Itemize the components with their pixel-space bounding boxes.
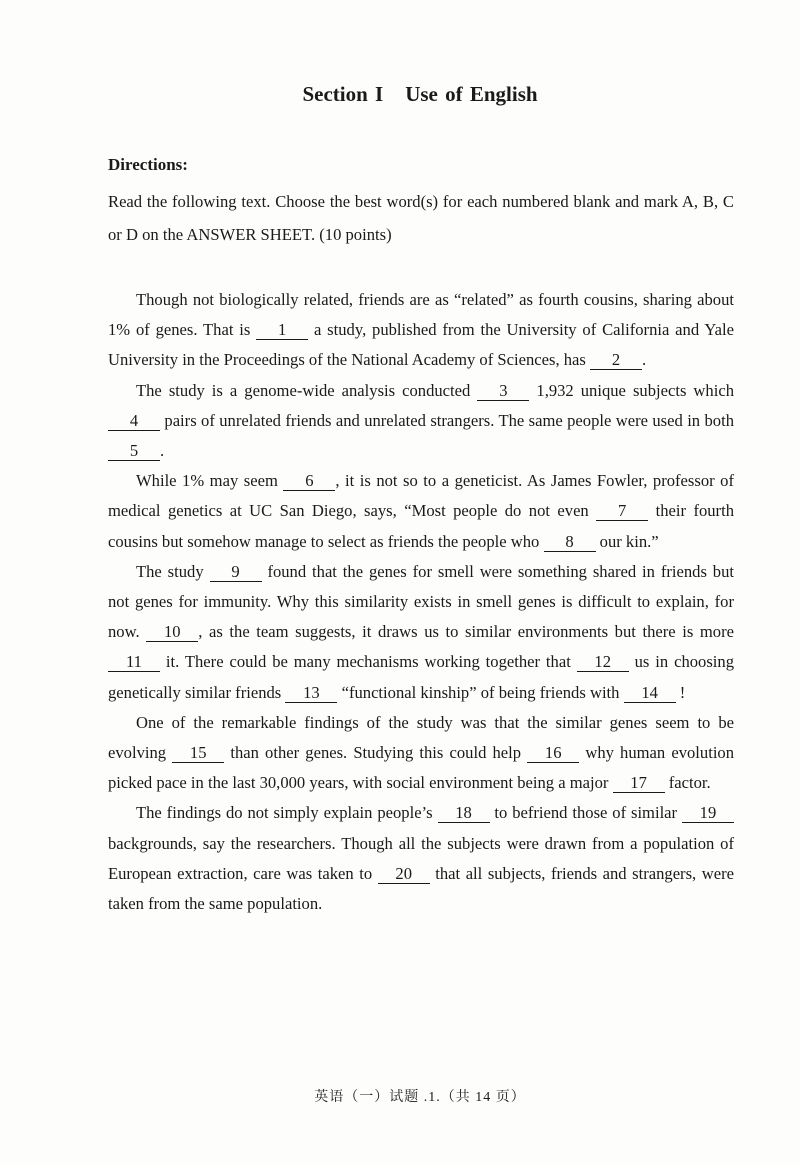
passage-text: ! xyxy=(679,682,686,702)
blank-12: 12 xyxy=(577,652,629,672)
passage xyxy=(108,285,734,919)
page-footer: 英语（一）试题 .1.（共 14 页） xyxy=(314,1090,526,1105)
passage-text: The study xyxy=(136,561,204,581)
blank-6: 6 xyxy=(283,471,335,491)
blank-11: 11 xyxy=(108,652,160,672)
passage-text: pairs of unrelated friends and unrelated strangers. The same people were used in both xyxy=(164,410,734,430)
blank-18: 18 xyxy=(438,803,490,823)
blank-8: 8 xyxy=(544,532,596,552)
passage-text: why human evolution picked pace in the last 30,000 years, with social environment being a major xyxy=(108,743,735,793)
section-title xyxy=(0,82,800,107)
paragraph-6 xyxy=(108,798,734,919)
blank-2: 2 xyxy=(590,350,642,370)
passage-text: it. There could be many mechanisms working together that xyxy=(165,652,571,672)
passage-text: While 1% may seem xyxy=(136,471,278,491)
passage-text: The findings do not simply explain people’s xyxy=(136,803,433,823)
blank-17: 17 xyxy=(613,773,665,793)
passage-text: backgrounds, say the researchers. Though all the subjects were drawn from a population of European extraction, care was taken to xyxy=(108,833,734,883)
passage-text: Though not biologically related, friends are as “related” as fourth cousins, sharing about 1% of genes. That is xyxy=(108,290,734,340)
passage-text: , as the team suggests, it draws us to similar environments but there is more xyxy=(198,622,734,642)
passage-text: “functional kinship” of being friends with xyxy=(341,682,620,702)
paragraph-1 xyxy=(108,285,734,376)
passage-text: to befriend those of similar xyxy=(494,803,678,823)
passage-text: a study, published from the University of California and Yale University in the Proceedings of the National Academy of Sciences, has xyxy=(108,320,734,370)
blank-15: 15 xyxy=(172,743,224,763)
section-name: Use of English xyxy=(405,82,538,106)
directions-heading: Directions: xyxy=(108,155,188,174)
section-label: Section xyxy=(302,82,368,106)
paragraph-4 xyxy=(108,557,734,708)
paragraph-3 xyxy=(108,466,734,557)
passage-text: . xyxy=(642,350,647,370)
blank-16: 16 xyxy=(527,743,579,763)
passage-text: us in choosing genetically similar friends xyxy=(108,652,734,702)
blank-3: 3 xyxy=(477,381,529,401)
blank-20: 20 xyxy=(378,864,430,884)
paragraph-2 xyxy=(108,376,734,467)
blank-9: 9 xyxy=(210,562,262,582)
passage-text: . xyxy=(160,441,165,461)
passage-text: that all subjects, friends and strangers, were taken from the same population. xyxy=(108,863,734,914)
passage-text: , it is not so to a geneticist. As James Fowler, professor of medical genetics at UC San Diego, says, “Most people do not even xyxy=(108,471,734,521)
passage-text: our kin.” xyxy=(599,531,659,551)
blank-5: 5 xyxy=(108,441,160,461)
blank-13: 13 xyxy=(285,683,337,703)
passage-text: One of the remarkable findings of the study was that the similar genes seem to be evolving xyxy=(108,712,734,763)
passage-text: their fourth cousins but somehow manage to select as friends the people who xyxy=(108,501,734,551)
blank-7: 7 xyxy=(596,501,648,521)
directions-text: Read the following text. Choose the best word(s) for each numbered blank and mark A, B, C or D on the ANSWER SHEET. (10 points) xyxy=(108,192,734,244)
section-numeral: I xyxy=(375,82,384,106)
paragraph-5 xyxy=(108,708,734,799)
passage-text: found that the genes for smell were something shared in friends but not genes for immunity. Why this similarity exists in smell genes is difficult to explain, for now. xyxy=(108,561,734,642)
blank-19: 19 xyxy=(682,803,734,823)
passage-text: 1,932 unique subjects which xyxy=(536,380,734,400)
passage-text: than other genes. Studying this could help xyxy=(230,743,522,763)
blank-14: 14 xyxy=(624,683,676,703)
passage-text: factor. xyxy=(668,773,711,793)
blank-4: 4 xyxy=(108,411,160,431)
blank-1: 1 xyxy=(256,320,308,340)
passage-text: The study is a genome-wide analysis conducted xyxy=(136,380,471,400)
blank-10: 10 xyxy=(146,622,198,642)
